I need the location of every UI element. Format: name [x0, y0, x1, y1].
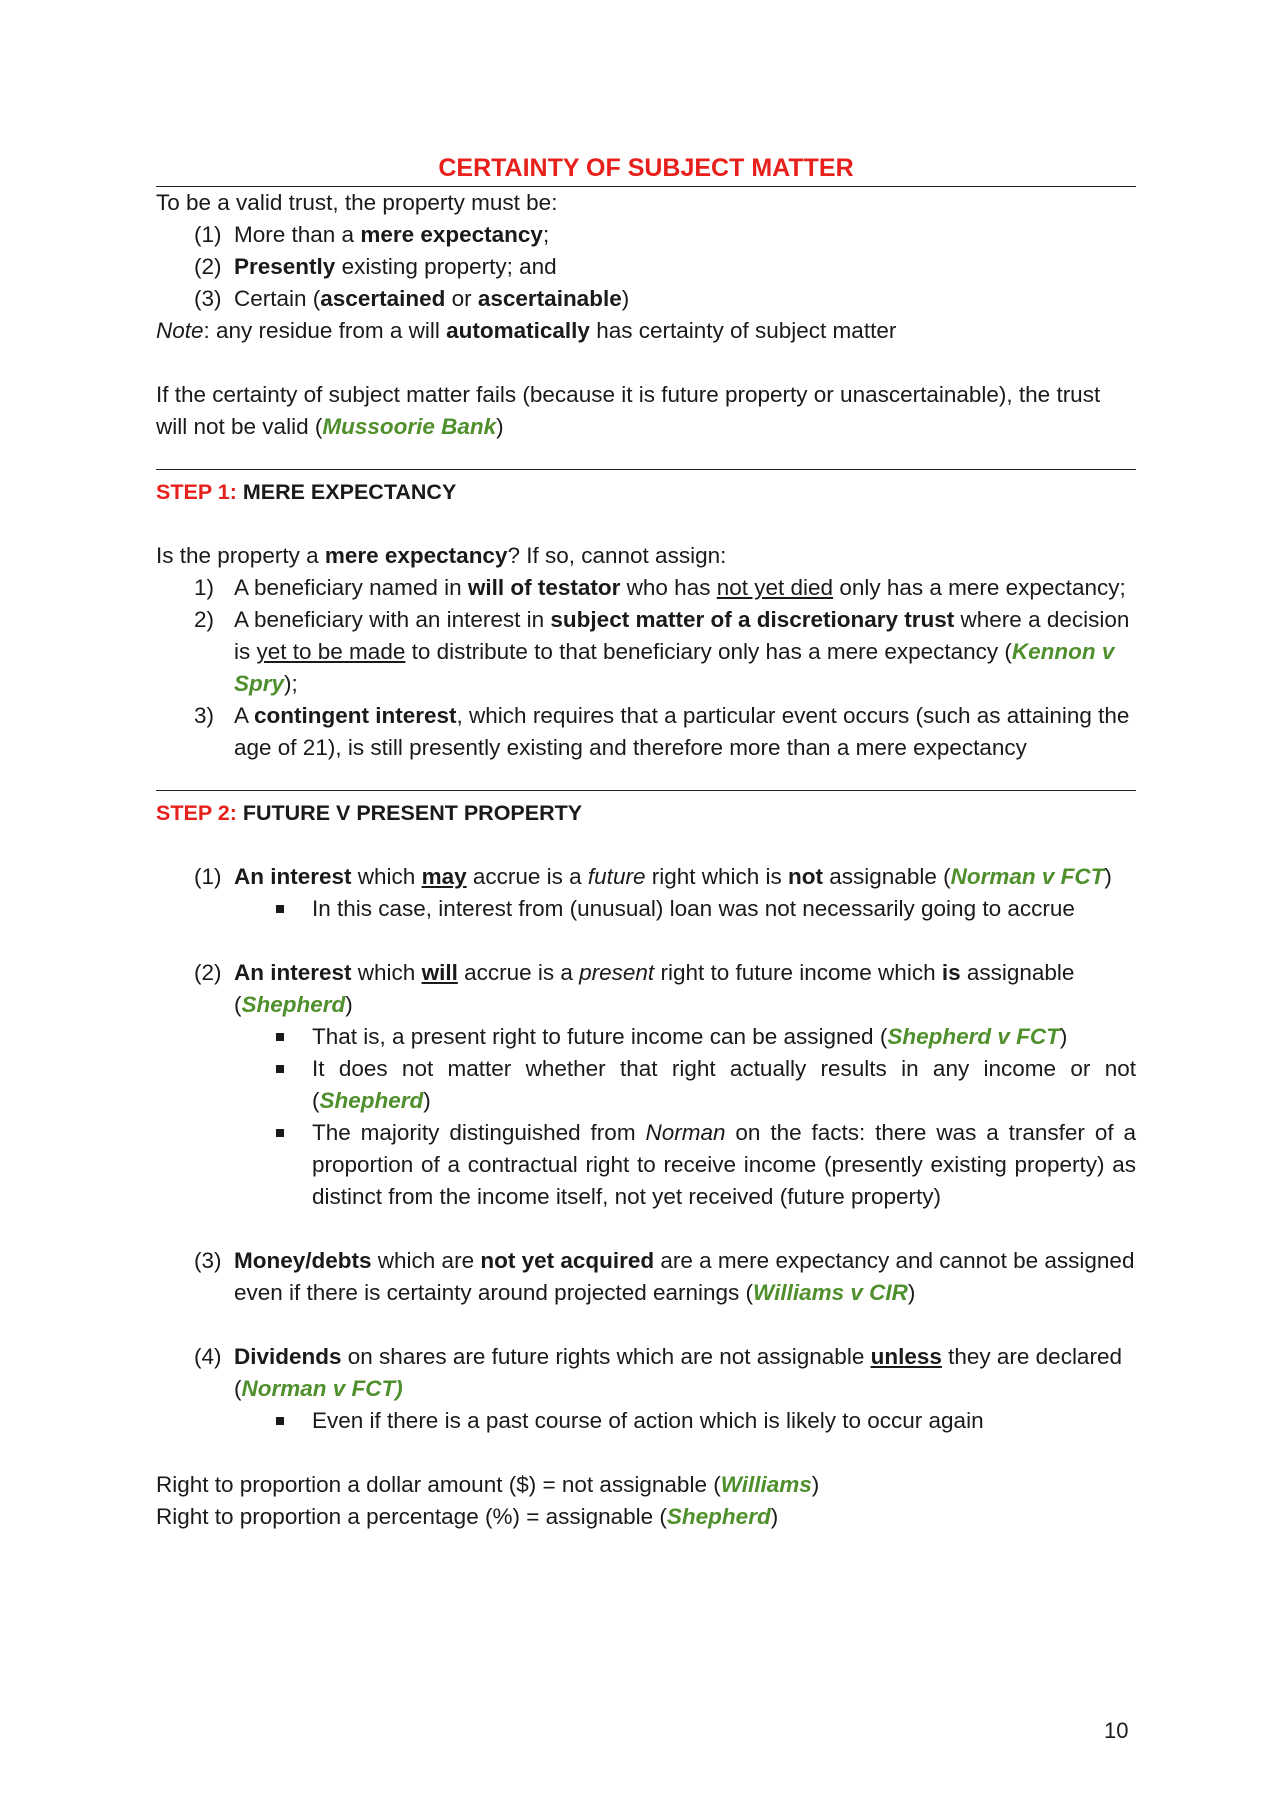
- note-line: Note: any residue from a will automatically has certainty of subject matter: [156, 318, 897, 343]
- list-item: 1) A beneficiary named in will of testator who has not yet died only has a mere expectancy;: [194, 575, 1126, 600]
- page-title: CERTAINTY OF SUBJECT MATTER: [438, 154, 854, 182]
- section-rule: [156, 469, 1136, 470]
- list-item: (3) Money/debts which are not yet acquired are a mere expectancy and cannot be assigned even if there is certainty around projected earnings (Williams v CIR): [194, 1248, 1135, 1305]
- list-item: (1) An interest which may accrue is a future right which is not assignable (Norman v FCT): [194, 864, 1112, 889]
- list-item: (1) More than a mere expectancy;: [194, 222, 550, 247]
- bullet-item: In this case, interest from (unusual) loan was not necessarily going to accrue: [156, 893, 1136, 925]
- bullet-item: That is, a present right to future income can be assigned (Shepherd v FCT): [156, 1021, 1136, 1053]
- case-citation: Norman v FCT): [241, 1376, 403, 1401]
- case-citation: Norman v FCT: [950, 864, 1105, 889]
- bullet-item: It does not matter whether that right actually results in any income or not (Shepherd): [156, 1053, 1136, 1117]
- case-citation: Shepherd: [666, 1504, 771, 1529]
- bullet-item: Even if there is a past course of action which is likely to occur again: [156, 1405, 1136, 1437]
- list-item: (4) Dividends on shares are future rights which are not assignable unless they are declared (Norman v FCT): [194, 1344, 1122, 1401]
- step1-lead: Is the property a mere expectancy? If so, cannot assign:: [156, 543, 727, 568]
- summary-line: Right to proportion a percentage (%) = assignable (Shepherd): [156, 1504, 779, 1529]
- bullet-item: The majority distinguished from Norman on the facts: there was a transfer of a proportion of a contractual right to receive income (presently existing property) as distinct from the income itself, not yet received (future property): [156, 1117, 1136, 1213]
- bullet-square-icon: [276, 1065, 284, 1073]
- bullet-square-icon: [276, 905, 284, 913]
- document-page: [156, 150, 1136, 1533]
- page-number: 10: [1104, 1718, 1129, 1743]
- case-citation: Williams: [720, 1472, 812, 1497]
- bullet-square-icon: [276, 1129, 284, 1137]
- list-item: (3) Certain (ascertained or ascertainable): [194, 286, 630, 311]
- bullet-square-icon: [276, 1417, 284, 1425]
- case-citation: Williams v CIR: [753, 1280, 908, 1305]
- intro-lead: To be a valid trust, the property must be:: [156, 190, 558, 215]
- section-rule: [156, 790, 1136, 791]
- step-heading: STEP 2: FUTURE V PRESENT PROPERTY: [156, 801, 583, 825]
- case-citation: Shepherd: [319, 1088, 424, 1113]
- step-heading: STEP 1: MERE EXPECTANCY: [156, 480, 457, 504]
- bullet-square-icon: [276, 1033, 284, 1041]
- list-item: 2) A beneficiary with an interest in subject matter of a discretionary trust where a decision is yet to be made to distribute to that beneficiary only has a mere expectancy (Kennon v Spry);: [194, 607, 1130, 696]
- fail-paragraph: If the certainty of subject matter fails (because it is future property or unascertainable), the trust will not be valid (Mussoorie Bank): [156, 382, 1101, 439]
- list-item: 3) A contingent interest, which requires that a particular event occurs (such as attaining the age of 21), is still presently existing and therefore more than a mere expectancy: [194, 703, 1130, 760]
- case-citation: Shepherd: [241, 992, 346, 1017]
- case-citation: Shepherd v FCT: [887, 1024, 1060, 1049]
- case-citation: Mussoorie Bank: [322, 414, 497, 439]
- list-item: (2) Presently existing property; and: [194, 254, 557, 279]
- summary-line: Right to proportion a dollar amount ($) = not assignable (Williams): [156, 1472, 820, 1497]
- case-citation: Kennon v Spry: [234, 639, 1115, 696]
- list-item: (2) An interest which will accrue is a present right to future income which is assignable (Shepherd): [194, 960, 1075, 1017]
